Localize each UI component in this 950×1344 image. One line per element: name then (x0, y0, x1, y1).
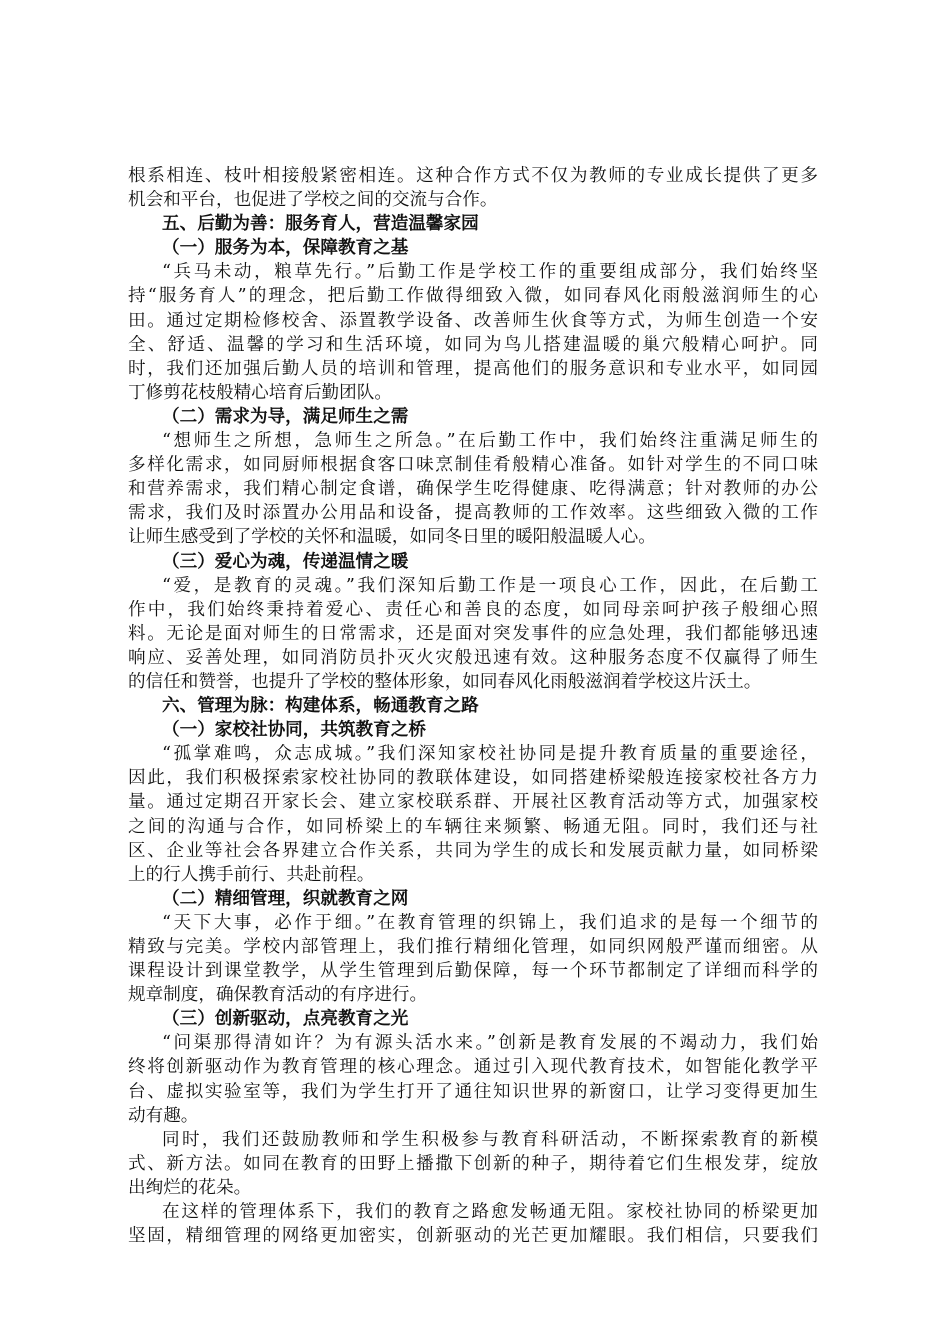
subsection-heading: （一）家校社协同，共筑教育之桥 (162, 719, 426, 741)
body-paragraph (128, 429, 818, 549)
text-line: 持“服务育人”的理念，把后勤工作做得细致入微，如同春风化雨般滋润师生的心 (128, 286, 818, 307)
text-line: 坚固，精细管理的网络更加密实，创新驱动的光芒更加耀眼。我们相信，只要我们 (128, 1226, 818, 1247)
text-line: 响应、妥善处理，如同消防员扑灭火灾般迅速有效。这种服务态度不仅赢得了师生 (128, 647, 818, 668)
text-line: “想师生之所想，急师生之所急。”在后勤工作中，我们始终注重满足师生的 (162, 431, 818, 452)
text-line: 机会和平台，也促进了学校之间的交流与合作。 (128, 190, 498, 211)
text-line: 课程设计到课堂教学，从学生管理到后勤保障，每一个环节都制定了详细而科学的 (128, 961, 818, 982)
text-line: 区、企业等社会各界建立合作关系，共同为学生的成长和发展贡献力量，如同桥梁 (128, 840, 818, 861)
text-line: 需求，我们及时添置办公用品和设备，提高教师的工作效率。这些细致入微的工作 (128, 503, 818, 524)
text-line: 的信任和赞誉，也提升了学校的整体形象，如同春风化雨般滋润着学校这片沃土。 (128, 671, 762, 692)
subsection-heading: （二）精细管理，织就教育之网 (162, 887, 409, 909)
body-paragraph (128, 742, 818, 887)
body-paragraph (128, 574, 818, 694)
text-line: 出绚烂的花朵。 (128, 1177, 252, 1198)
text-line: “问渠那得清如许？为有源头活水来。”创新是教育发展的不竭动力，我们始 (162, 1033, 818, 1054)
text-line: “天下大事，必作于细。”在教育管理的织锦上，我们追求的是每一个细节的 (162, 912, 818, 933)
text-line: 和营养需求，我们精心制定食谱，确保学生吃得健康、吃得满意；针对教师的办公 (128, 479, 818, 500)
section-heading: 五、后勤为善：服务育人，营造温馨家园 (162, 213, 479, 235)
text-line: 上的行人携手前行、共赴前程。 (128, 864, 375, 885)
subsection-heading: （一）服务为本，保障教育之基 (162, 237, 409, 259)
text-line: 作中，我们始终秉持着爱心、责任心和善良的态度，如同母亲呵护孩子般细心照 (128, 599, 818, 620)
text-line: 多样化需求，如同厨师根据食客口味烹制佳肴般精心准备。如针对学生的不同口味 (128, 455, 818, 476)
subsection-heading: （二）需求为导，满足师生之需 (162, 405, 409, 427)
subsection-heading: （三）爱心为魂，传递温情之暖 (162, 550, 409, 572)
text-line: 式、新方法。如同在教育的田野上播撒下创新的种子，期待着它们生根发芽，绽放 (128, 1153, 818, 1174)
text-line: 田。通过定期检修校舍、添置教学设备、改善师生伙食等方式，为师生创造一个安 (128, 310, 818, 331)
section-heading: 六、管理为脉：构建体系，畅通教育之路 (162, 695, 479, 717)
text-line: 终将创新驱动作为教育管理的核心理念。通过引入现代教育技术，如智能化教学平 (128, 1057, 818, 1078)
body-paragraph (128, 911, 818, 1007)
text-line: 台、虚拟实验室等，我们为学生打开了通往知识世界的新窗口，让学习变得更加生 (128, 1081, 818, 1102)
text-line: 时，我们还加强后勤人员的培训和管理，提高他们的服务意识和专业水平，如同园 (128, 358, 818, 379)
body-paragraph (128, 260, 818, 405)
text-line: 全、舒适、温馨的学习和生活环境，如同为鸟儿搭建温暖的巢穴般精心呵护。同 (128, 334, 818, 355)
body-paragraph (128, 164, 818, 212)
subsection-heading: （三）创新驱动，点亮教育之光 (162, 1008, 409, 1030)
text-line: 在这样的管理体系下，我们的教育之路愈发畅通无阻。家校社协同的桥梁更加 (162, 1202, 818, 1223)
text-line: 根系相连、枝叶相接般紧密相连。这种合作方式不仅为教师的专业成长提供了更多 (128, 166, 818, 186)
text-line: 动有趣。 (128, 1105, 199, 1126)
body-paragraph (128, 1031, 818, 1127)
text-line: “孤掌难鸣，众志成城。”我们深知家校社协同是提升教育质量的重要途径， (162, 744, 818, 765)
text-line: 规章制度，确保教育活动的有序进行。 (128, 985, 428, 1006)
text-line: 量。通过定期召开家长会、建立家校联系群、开展社区教育活动等方式，加强家校 (128, 792, 818, 813)
text-line: “爱，是教育的灵魂。”我们深知后勤工作是一项良心工作，因此，在后勤工 (162, 575, 818, 596)
text-line: 同时，我们还鼓励教师和学生积极参与教育科研活动，不断探索教育的新模 (162, 1129, 818, 1150)
body-paragraph (128, 1128, 818, 1200)
body-paragraph (128, 1200, 818, 1248)
text-line: “兵马未动，粮草先行。”后勤工作是学校工作的重要组成部分，我们始终坚 (162, 262, 818, 283)
text-line: 因此，我们积极探索家校社协同的教联体建设，如同搭建桥梁般连接家校社各方力 (128, 768, 818, 789)
text-line: 精致与完美。学校内部管理上，我们推行精细化管理，如同织网般严谨而细密。从 (128, 937, 818, 957)
text-line: 之间的沟通与合作，如同桥梁上的车辆往来频繁、畅通无阻。同时，我们还与社 (128, 816, 818, 837)
text-line: 料。无论是面对师生的日常需求，还是面对突发事件的应急处理，我们都能够迅速 (128, 623, 818, 644)
text-line: 丁修剪花枝般精心培育后勤团队。 (128, 382, 392, 403)
document-page (128, 164, 818, 1248)
text-line: 让师生感受到了学校的关怀和温暖，如同冬日里的暖阳般温暖人心。 (128, 527, 656, 548)
